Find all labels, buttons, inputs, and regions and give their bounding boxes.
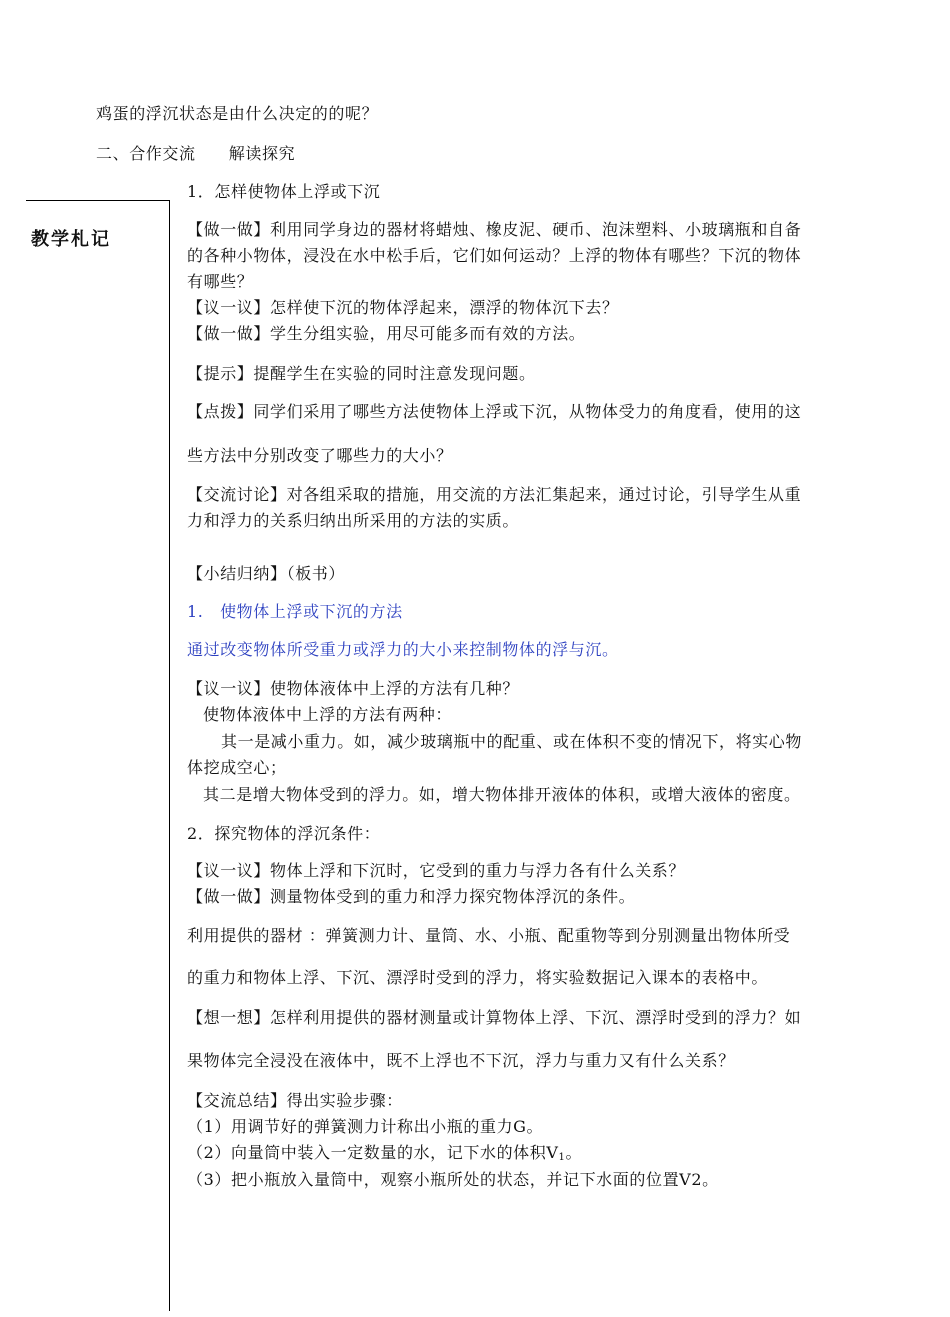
exchange-line-b: 力和浮力的关系归纳出所采用的方法的实质。 [187, 511, 520, 530]
part1-heading: 1．怎样使物体上浮或下沉 [187, 182, 381, 201]
step-2-end: 。 [565, 1143, 583, 1162]
way1-line-a: 其一是减小重力。如，减少玻璃瓶中的配重、或在体积不变的情况下，将实心物 [221, 732, 803, 751]
do2: 【做一做】学生分组实验，用尽可能多而有效的方法。 [187, 324, 586, 343]
guide-line-b: 些方法中分别改变了哪些力的大小？ [187, 446, 453, 465]
discuss2: 【议一议】使物体液体中上浮的方法有几种？ [187, 679, 520, 698]
two-ways: 使物体液体中上浮的方法有两种： [203, 705, 453, 724]
method-text: 通过改变物体所受重力或浮力的大小来控制物体的浮与沉。 [187, 640, 619, 659]
step-2 [187, 1143, 582, 1168]
do1-line-a: 【做一做】利用同学身边的器材将蜡烛、橡皮泥、硬币、泡沫塑料、小玻璃瓶和自备 [187, 220, 802, 239]
do1-line-b: 的各种小物体，浸没在水中松手后，它们如何运动？上浮的物体有哪些？下沉的物体 [187, 246, 802, 265]
step-2-subscript: 1 [558, 1152, 566, 1163]
step-3: （3）把小瓶放入量筒中，观察小瓶所处的状态，并记下水面的位置V2。 [187, 1170, 719, 1189]
method-title: 1. 使物体上浮或下沉的方法 [187, 602, 403, 621]
sidebar-title: 教学札记 [31, 229, 111, 250]
materials-line-b: 的重力和物体上浮、下沉、漂浮时受到的浮力，将实验数据记入课本的表格中。 [187, 968, 769, 987]
materials-line-a: 利用提供的器材 ：弹簧测力计、量筒、水、小瓶、配重物等到分别测量出物体所受 [187, 926, 791, 945]
conclusion-heading: 【交流总结】得出实验步骤： [187, 1091, 403, 1110]
way1-line-b: 体挖成空心； [187, 758, 287, 777]
step-2-text: （2）向量筒中装入一定数量的水，记下水的体积V [187, 1143, 559, 1162]
exchange-line-a: 【交流讨论】对各组采取的措施，用交流的方法汇集起来，通过讨论，引导学生从重 [187, 485, 802, 504]
think-line-b: 果物体完全浸没在液体中，既不上浮也不下沉，浮力与重力又有什么关系？ [187, 1051, 735, 1070]
do1-line-c: 有哪些？ [187, 272, 254, 291]
part2-heading: 2．探究物体的浮沉条件： [187, 824, 381, 843]
way2: 其二是增大物体受到的浮力。如，增大物体排开液体的体积，或增大液体的密度。 [203, 785, 801, 804]
intro-question: 鸡蛋的浮沉状态是由什么决定的的呢？ [96, 104, 379, 123]
part2-do: 【做一做】测量物体受到的重力和浮力探究物体浮沉的条件。 [187, 887, 636, 906]
think-line-a: 【想一想】怎样利用提供的器材测量或计算物体上浮、下沉、漂浮时受到的浮力？如 [187, 1008, 802, 1027]
part2-discuss: 【议一议】物体上浮和下沉时，它受到的重力与浮力各有什么关系？ [187, 861, 686, 880]
step-1: （1）用调节好的弹簧测力计称出小瓶的重力G。 [187, 1117, 544, 1136]
sidebar-notes-box [26, 200, 170, 1311]
hint: 【提示】提醒学生在实验的同时注意发现问题。 [187, 364, 536, 383]
discuss1: 【议一议】怎样使下沉的物体浮起来，漂浮的物体沉下去？ [187, 298, 619, 317]
guide-line-a: 【点拨】同学们采用了哪些方法使物体上浮或下沉，从物体受力的角度看，使用的这 [187, 402, 802, 421]
section-heading: 二、合作交流 解读探究 [96, 144, 296, 163]
summary-heading: 【小结归纳】（板书） [187, 564, 346, 583]
